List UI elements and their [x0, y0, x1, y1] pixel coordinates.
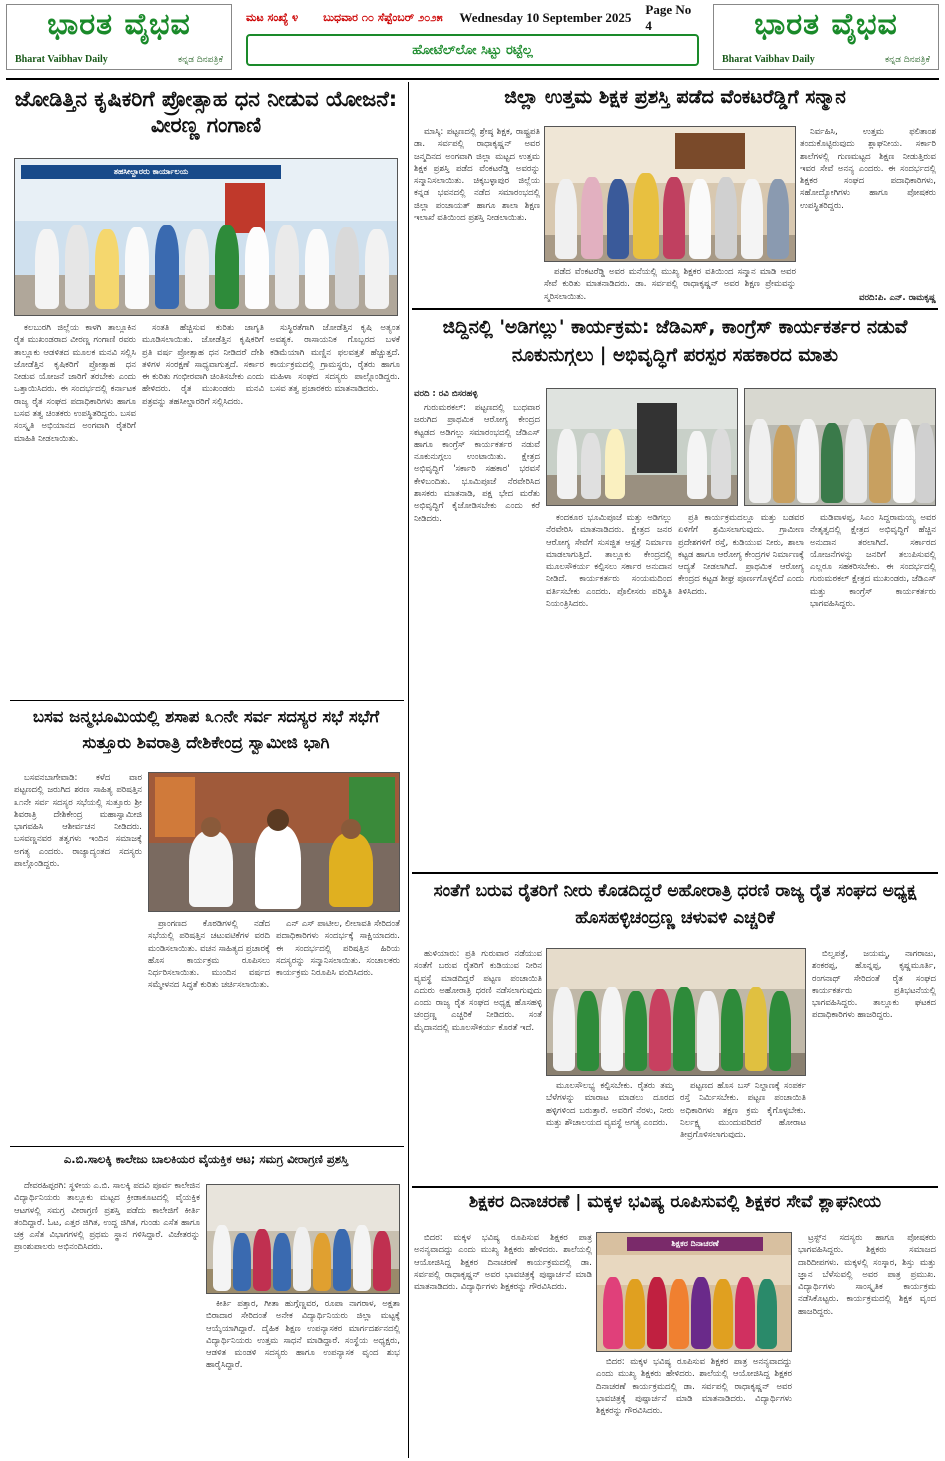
logo-title: ಭಾರತ ವೈಭವ: [754, 7, 898, 42]
photo-event-banner: ಶಿಕ್ಷಕರ ದಿನಾಚರಣೆ: [627, 1237, 763, 1251]
article-5-column-1: ಹುಳಿಯಾರು: ಪ್ರತಿ ಗುರುವಾರ ನಡೆಯುವ ಸಂತೆಗೆ ಬರುವ ರೈತರಿಗೆ ಕುಡಿಯುವ ನೀರಿನ ವ್ಯವಸ್ಥೆ ಮಾಡದಿದ್ದರೆ ಪಟ್ಟಣ ಪಂಚಾಯಿತಿ ಎದುರು ಅಹೋರಾತ್ರಿ ಧರಣಿ ನಡೆಸಲಾಗುವುದು ಎಂದು ರಾಜ್ಯ ರೈತ ಸಂಘದ ಅಧ್ಯಕ್ಷ ಹೊಸಹಳ್ಳಿ ಚಂದ್ರಣ್ಣ ಎಚ್ಚರಿಕೆ ನೀಡಿದರು. ಸಂತೆ ಮೈದಾನದಲ್ಲಿ ಮೂಲಸೌಕರ್ಯ ಕೊರತೆ ಇದೆ.: [414, 949, 542, 1033]
article-7-headline: ಶಿಕ್ಷಕರ ದಿನಾಚರಣೆ | ಮಕ್ಕಳ ಭವಿಷ್ಯ ರೂಪಿಸುವಲ್ಲಿ ಶಿಕ್ಷಕರ ಸೇವೆ ಶ್ಲಾಘನೀಯ: [468, 1192, 882, 1212]
article-3-column-2: ಕಂದಕೂರ ಭೂಮಿಪೂಜೆ ಮತ್ತು ಅಡಿಗಲ್ಲು ನೆರವೇರಿಸಿ ಮಾತನಾಡಿದರು. ಕ್ಷೇತ್ರದ ಜನರ ಆರೋಗ್ಯ ಸೇವೆಗೆ ಸುಸಜ್ಜಿತ ಆಸ್ಪತ್ರೆ ನಿರ್ಮಾಣ ಮಾಡಲಾಗುತ್ತಿದೆ. ತಾಲ್ಲೂಕು ಕೇಂದ್ರದಲ್ಲಿ ಮೂಲಸೌಕರ್ಯ ಕಲ್ಪಿಸಲು ಸರ್ಕಾರ ಅನುದಾನ ನೀಡಿದೆ. ಕಾರ್ಯಕರ್ತರು ಸಂಯಮದಿಂದ ವರ್ತಿಸಬೇಕು ಎಂದರು. ಪೊಲೀಸರು ಪರಿಸ್ಥಿತಿ ನಿಯಂತ್ರಿಸಿದರು.: [546, 513, 672, 610]
article-6-column-2: ಕೀರ್ತಿ ಪತ್ತಾರ, ಗೀತಾ ಹುಗ್ಗೆಣ್ಣವರ, ರೂಪಾ ನಾಗರಾಳ, ಅಕ್ಷತಾ ಬಿರಾದಾರ ಸೇರಿದಂತೆ ಅನೇಕ ವಿದ್ಯಾರ್ಥಿನಿಯರು ಜಿಲ್ಲಾ ಮಟ್ಟಕ್ಕೆ ಆಯ್ಕೆಯಾಗಿದ್ದಾರೆ. ದೈಹಿಕ ಶಿಕ್ಷಣ ಉಪನ್ಯಾಸಕರ ಮಾರ್ಗದರ್ಶನದಲ್ಲಿ ವಿದ್ಯಾರ್ಥಿನಿಯರು ಉತ್ತಮ ಸಾಧನೆ ಮಾಡಿದ್ದಾರೆ. ಸಂಸ್ಥೆಯ ಅಧ್ಯಕ್ಷರು, ಆಡಳಿತ ಮಂಡಳಿ ಸದಸ್ಯರು ಹಾಗೂ ಉಪನ್ಯಾಸಕ ವೃಂದ ಶುಭ ಹಾರೈಸಿದ್ದಾರೆ.: [206, 1299, 400, 1371]
article-7-photo: [596, 1232, 792, 1352]
article-5-column-4: ಬಿಲ್ವಪತ್ರೆ, ಜಯಮ್ಮ, ನಾಗರಾಜು, ಶಂಕರಪ್ಪ, ಹೊನ್ನಪ್ಪ, ಕೃಷ್ಣಮೂರ್ತಿ, ರಂಗನಾಥ್ ಸೇರಿದಂತೆ ರೈತ ಸಂಘದ ಕಾರ್ಯಕರ್ತರು ಪ್ರತಿಭಟನೆಯಲ್ಲಿ ಭಾಗವಹಿಸಿದ್ದರು. ತಾಲ್ಲೂಕು ಘಟಕದ ಪದಾಧಿಕಾರಿಗಳು ಹಾಜರಿದ್ದರು.: [812, 949, 936, 1021]
article-6-headline: ಎ.ಬಿ.ಸಾಲಕ್ಕಿ ಕಾಲೇಜು ಬಾಲಕಿಯರ ವೈಯಕ್ತಿಕ ಆಟ; ಸಮಗ್ರ ವೀರಾಗ್ರಣಿ ಪ್ರಶಸ್ತಿ: [63, 1152, 349, 1166]
masthead: [6, 4, 939, 70]
top-headline-bar: ಹೋಟೆಲ್‌ಲೋ ಸಿಟ್ಟು ರಟ್ಟೆಲ್ಲ: [246, 34, 699, 66]
article-3-photo-right: [744, 388, 936, 506]
issue-date-en: Wednesday 10 September 2025: [459, 10, 632, 25]
article-3-photo-left: [546, 388, 738, 506]
article-2-photo-caption: ಪಡೆದ ವೆಂಕಟರೆಡ್ಡಿ ಅವರ ಮನೆಯಲ್ಲಿ ಮುಖ್ಯ ಶಿಕ್ಷಕರ ವತಿಯಿಂದ ಸನ್ಮಾನ ಮಾಡಿ ಅವರ ಸೇವೆ ಕುರಿತು ಮಾತನಾಡಿದರು. ಡಾ. ಸರ್ವಪಲ್ಲಿ ರಾಧಾಕೃಷ್ಣನ್ ಅವರ ಶಿಕ್ಷಣ ಪ್ರೇಮವನ್ನು ಸ್ಮರಿಸಲಾಯಿತು.: [544, 267, 796, 302]
article-2-headline: ಜಿಲ್ಲಾ ಉತ್ತಮ ಶಿಕ್ಷಕ ಪ್ರಶಸ್ತಿ ಪಡೆದ ವೆಂಕಟರೆಡ್ಡಿಗೆ ಸನ್ಮಾನ: [504, 86, 846, 108]
article-3-column-3: ಪ್ರತಿ ಕಾರ್ಯಕ್ರಮದಲ್ಲೂ ಮತ್ತು ಬಡವರ ಏಳಿಗೆಗೆ ಶ್ರಮಿಸಲಾಗುವುದು. ಗ್ರಾಮೀಣ ಪ್ರದೇಶಗಳಿಗೆ ರಸ್ತೆ, ಕುಡಿಯುವ ನೀರು, ಶಾಲಾ ಕಟ್ಟಡ ಹಾಗೂ ಆರೋಗ್ಯ ಕೇಂದ್ರಗಳ ನಿರ್ಮಾಣಕ್ಕೆ ಆದ್ಯತೆ ನೀಡಲಾಗಿದೆ. ಪ್ರಾಥಮಿಕ ಆರೋಗ್ಯ ಕೇಂದ್ರದ ಕಟ್ಟಡ ಶೀಘ್ರ ಪೂರ್ಣಗೊಳ್ಳಲಿದೆ ಎಂದು ತಿಳಿಸಿದರು.: [678, 513, 804, 597]
article-5-photo: [546, 948, 806, 1076]
logo-subtitle-kn: ಕನ್ನಡ ದಿನಪತ್ರಿಕೆ: [177, 55, 223, 65]
article-2-signoff: ವರದಿ:ಪಿ. ಎನ್. ರಾಮಕೃಷ್ಣ: [859, 293, 936, 303]
article-2-column-1: ಮಾಸ್ಕಿ: ಪಟ್ಟಣದಲ್ಲಿ ಶ್ರೇಷ್ಠ ಶಿಕ್ಷಕ, ರಾಷ್ಟ್ರಪತಿ ಡಾ. ಸರ್ವಪಲ್ಲಿ ರಾಧಾಕೃಷ್ಣನ್ ಅವರ ಜನ್ಮದಿನದ ಅಂಗವಾಗಿ ಜಿಲ್ಲಾ ಮಟ್ಟದ ಉತ್ತಮ ಶಿಕ್ಷಕ ಪ್ರಶಸ್ತಿ ಪಡೆದ ವೆಂಕಟರೆಡ್ಡಿ ಅವರನ್ನು ಸನ್ಮಾನಿಸಲಾಯಿತು. ಚಿಕ್ಕಬಳ್ಳಾಪುರ ಜಿಲ್ಲೆಯ ಕನ್ನಡ ಭವನದಲ್ಲಿ ನಡೆದ ಸಮಾರಂಭದಲ್ಲಿ ಜಿಲ್ಲಾ ಪಂಚಾಯತ್ ಹಾಗೂ ಶಾಲಾ ಶಿಕ್ಷಣ ಇಲಾಖೆ ವತಿಯಿಂದ ಪ್ರಶಸ್ತಿ ನೀಡಲಾಯಿತು.: [414, 127, 540, 224]
article-4-photo: [148, 772, 400, 912]
article-1-photo: [14, 158, 398, 316]
article-divider: [10, 700, 404, 701]
article-divider: [412, 872, 938, 874]
article-1-column-1: ಕಲಬುರಗಿ ಜಿಲ್ಲೆಯ ಕಾಳಗಿ ತಾಲ್ಲೂಕಿನ ರೈತ ಮುಖಂಡರಾದ ವೀರಣ್ಣ ಗಂಗಾಣಿ ರವರು ತಾಲ್ಲೂಕು ಆಡಳಿತದ ಮೂಲಕ ಮನವಿ ಸಲ್ಲಿಸಿ ಜೋಡೆತ್ತಿನ ಕೃಷಿಕರಿಗೆ ಪ್ರೋತ್ಸಾಹ ಧನ ನೀಡುವ ಯೋಜನೆ ಜಾರಿಗೆ ತರಬೇಕು ಎಂದು ಒತ್ತಾಯಿಸಿದರು. ಈ ಸಂದರ್ಭದಲ್ಲಿ ಕರ್ನಾಟಕ ರಾಜ್ಯ ರೈತ ಸಂಘದ ಪದಾಧಿಕಾರಿಗಳು ಹಾಗೂ ಬಸವ ತತ್ವ ಚಿಂತಕರು ಉಪಸ್ಥಿತರಿದ್ದರು. ಬಸವ ಸಂಸ್ಕೃತಿ ಅಭಿಯಾನದ ಅಂಗವಾಗಿ ರೈತರಿಗೆ ಮಾಹಿತಿ ನೀಡಲಾಯಿತು.: [14, 323, 136, 444]
article-2-photo: [544, 126, 796, 262]
logo-subtitle-en: Bharat Vaibhav Daily: [722, 54, 815, 65]
article-6-photo: [206, 1184, 400, 1294]
column-divider: [408, 82, 409, 1458]
article-1-column-2: ಸಂತತಿ ಹೆಚ್ಚಿಸುವ ಕುರಿತು ಜಾಗೃತಿ ಮೂಡಿಸಲಾಯಿತು. ಜೋಡೆತ್ತಿನ ಕೃಷಿಕರಿಗೆ ಪ್ರತಿ ವರ್ಷ ಪ್ರೋತ್ಸಾಹ ಧನ ನೀಡಿದರೆ ದೇಶಿ ತಳಿಗಳ ಸಂರಕ್ಷಣೆ ಸಾಧ್ಯವಾಗುತ್ತದೆ. ಸರ್ಕಾರ ಈ ಕುರಿತು ಗಂಭೀರವಾಗಿ ಚಿಂತಿಸಬೇಕು ಎಂದು ಹೇಳಿದರು. ರೈತ ಮುಖಂಡರು ಮನವಿ ಪತ್ರವನ್ನು ತಹಸೀಲ್ದಾರರಿಗೆ ಸಲ್ಲಿಸಿದರು.: [142, 323, 264, 407]
masthead-center: [246, 4, 699, 70]
issue-date-kn: ಬುಧವಾರ ೧೦ ಸೆಪ್ಟೆಂಬರ್ ೨೦೨೫: [323, 11, 443, 24]
article-divider: [10, 1146, 404, 1147]
article-3-column-4: ಮಡಿವಾಳಪ್ಪ, ಸಿಎಂ ಸಿದ್ದರಾಮಯ್ಯ ಅವರ ನೇತೃತ್ವದಲ್ಲಿ ಕ್ಷೇತ್ರದ ಅಭಿವೃದ್ಧಿಗೆ ಹೆಚ್ಚಿನ ಅನುದಾನ ತರಲಾಗಿದೆ. ಸರ್ಕಾರದ ಯೋಜನೆಗಳನ್ನು ಜನರಿಗೆ ತಲುಪಿಸುವಲ್ಲಿ ಎಲ್ಲರೂ ಸಹಕರಿಸಬೇಕು. ಈ ಸಂದರ್ಭದಲ್ಲಿ ಗುರುಮಠಕಲ್ ಕ್ಷೇತ್ರದ ಮುಖಂಡರು, ಜೆಡಿಎಸ್ ಮತ್ತು ಕಾಂಗ್ರೆಸ್ ಕಾರ್ಯಕರ್ತರು ಭಾಗವಹಿಸಿದ್ದರು.: [810, 513, 936, 610]
article-7-column-2: ಟ್ರಸ್ಟ್‌ನ ಸದಸ್ಯರು ಹಾಗೂ ಪೋಷಕರು ಭಾಗವಹಿಸಿದ್ದರು. ಶಿಕ್ಷಕರು ಸಮಾಜದ ದಾರಿದೀಪಗಳು. ಮಕ್ಕಳಲ್ಲಿ ಸಂಸ್ಕಾರ, ಶಿಸ್ತು ಮತ್ತು ಜ್ಞಾನ ಬೆಳೆಸುವಲ್ಲಿ ಅವರ ಪಾತ್ರ ಪ್ರಮುಖ. ವಿದ್ಯಾರ್ಥಿಗಳು ಸಾಂಸ್ಕೃತಿಕ ಕಾರ್ಯಕ್ರಮ ನಡೆಸಿಕೊಟ್ಟರು. ಕಾರ್ಯಕ್ರಮದಲ್ಲಿ ಶಿಕ್ಷಕ ವೃಂದ ಹಾಜರಿದ್ದರು.: [798, 1233, 936, 1317]
logo-title: ಭಾರತ ವೈಭವ: [47, 7, 191, 42]
article-7-column-2a: ಬಿದರ: ಮಕ್ಕಳ ಭವಿಷ್ಯ ರೂಪಿಸುವ ಶಿಕ್ಷಕರ ಪಾತ್ರ ಅನನ್ಯವಾದದ್ದು ಎಂದು ಮುಖ್ಯ ಶಿಕ್ಷಕರು ಹೇಳಿದರು. ಶಾಲೆಯಲ್ಲಿ ಆಯೋಜಿಸಿದ್ದ ಶಿಕ್ಷಕರ ದಿನಾಚರಣೆ ಕಾರ್ಯಕ್ರಮದಲ್ಲಿ ಡಾ. ಸರ್ವಪಲ್ಲಿ ರಾಧಾಕೃಷ್ಣನ್ ಅವರ ಭಾವಚಿತ್ರಕ್ಕೆ ಪುಷ್ಪಾರ್ಚನೆ ಮಾಡಿ ಮಾತನಾಡಿದರು. ವಿದ್ಯಾರ್ಥಿಗಳು ಶಿಕ್ಷಕರನ್ನು ಗೌರವಿಸಿದರು.: [596, 1357, 792, 1417]
article-4-column-1: ಬಸವನಬಾಗೇವಾಡಿ: ಕಳೆದ ವಾರ ಪಟ್ಟಣದಲ್ಲಿ ಜರುಗಿದ ಶರಣ ಸಾಹಿತ್ಯ ಪರಿಷತ್ತಿನ ೩೧ನೇ ಸರ್ವ ಸದಸ್ಯರ ಸಭೆಯಲ್ಲಿ ಸುತ್ತೂರು ಶ್ರೀ ಶಿವರಾತ್ರಿ ದೇಶಿಕೇಂದ್ರ ಮಹಾಸ್ವಾಮೀಜಿ ಭಾಗವಹಿಸಿ ಆಶೀರ್ವಚನ ನೀಡಿದರು. ಬಸವಣ್ಣನವರ ತತ್ವಗಳು ಇಂದಿನ ಸಮಾಜಕ್ಕೆ ಅಗತ್ಯ ಎಂದರು. ರಾಜ್ಯಾದ್ಯಂತದ ಸದಸ್ಯರು ಪಾಲ್ಗೊಂಡಿದ್ದರು.: [14, 773, 142, 870]
article-3-byline: ವರದಿ : ರವಿ ಬಿಸರಹಳ್ಳಿ: [414, 389, 478, 399]
article-2-column-3: ನಿರ್ವಹಿಸಿ, ಉತ್ತಮ ಫಲಿತಾಂಶ ತಂದುಕೊಟ್ಟಿರುವುದು ಶ್ಲಾಘನೀಯ. ಸರ್ಕಾರಿ ಶಾಲೆಗಳಲ್ಲಿ ಗುಣಮಟ್ಟದ ಶಿಕ್ಷಣ ನೀಡುತ್ತಿರುವ ಇವರ ಸೇವೆ ಅನನ್ಯ ಎಂದರು. ಈ ಸಂದರ್ಭದಲ್ಲಿ ಶಿಕ್ಷಕರ ಸಂಘದ ಪದಾಧಿಕಾರಿಗಳು, ಸಹೋದ್ಯೋಗಿಗಳು ಹಾಗೂ ಪೋಷಕರು ಉಪಸ್ಥಿತರಿದ್ದರು.: [800, 127, 936, 211]
masthead-logo-left: [6, 4, 232, 70]
article-divider: [412, 308, 938, 310]
masthead-rule: [6, 78, 939, 80]
logo-subtitle-kn: ಕನ್ನಡ ದಿನಪತ್ರಿಕೆ: [884, 55, 930, 65]
article-5-column-3: ಪಟ್ಟಣದ ಹೊಸ ಬಸ್ ನಿಲ್ದಾಣಕ್ಕೆ ಸಂಪರ್ಕ ರಸ್ತೆ ನಿರ್ಮಿಸಬೇಕು. ಪಟ್ಟಣ ಪಂಚಾಯಿತಿ ಅಧಿಕಾರಿಗಳು ತಕ್ಷಣ ಕ್ರಮ ಕೈಗೊಳ್ಳಬೇಕು. ನಿರ್ಲಕ್ಷ್ಯ ಮುಂದುವರಿದರೆ ಹೋರಾಟ ತೀವ್ರಗೊಳಿಸಲಾಗುವುದು.: [680, 1081, 806, 1141]
article-5-headline: ಸಂತೆಗೆ ಬರುವ ರೈತರಿಗೆ ನೀರು ಕೊಡದಿದ್ದರೆ ಅಹೋರಾತ್ರಿ ಧರಣಿ ರಾಜ್ಯ ರೈತ ಸಂಘದ ಅಧ್ಯಕ್ಷ ಹೊಸಹಳ್ಳಿಚಂದ್ರಣ್ಣ ಚಳುವಳಿ ಎಚ್ಚರಿಕೆ: [433, 881, 917, 929]
photo-signboard: ತಹಸೀಲ್ದಾರರು ಕಾರ್ಯಾಲಯ: [21, 165, 281, 179]
article-6-column-1: ದೇವರಹಿಪ್ಪರಗಿ: ಸ್ಥಳೀಯ ಎ.ಬಿ. ಸಾಲಕ್ಕಿ ಪದವಿ ಪೂರ್ವ ಕಾಲೇಜಿನ ವಿದ್ಯಾರ್ಥಿನಿಯರು ತಾಲ್ಲೂಕು ಮಟ್ಟದ ಕ್ರೀಡಾಕೂಟದಲ್ಲಿ ವೈಯಕ್ತಿಕ ಆಟಗಳಲ್ಲಿ ಸಮಗ್ರ ವೀರಾಗ್ರಣಿ ಪ್ರಶಸ್ತಿ ಪಡೆದು ಕಾಲೇಜಿಗೆ ಕೀರ್ತಿ ತಂದಿದ್ದಾರೆ. ಓಟ, ಎತ್ತರ ಜಿಗಿತ, ಉದ್ದ ಜಿಗಿತ, ಗುಂಡು ಎಸೆತ ಹಾಗೂ ಚಕ್ರ ಎಸೆತ ವಿಭಾಗಗಳಲ್ಲಿ ಪ್ರಥಮ ಸ್ಥಾನ ಗಳಿಸಿದ್ದಾರೆ. ವಿಜೇತರನ್ನು ಪ್ರಾಂಶುಪಾಲರು ಅಭಿನಂದಿಸಿದರು.: [14, 1181, 200, 1253]
article-4-headline: ಬಸವ ಜನ್ಮಭೂಮಿಯಲ್ಲಿ ಶಸಾಪ ೩೧ನೇ ಸರ್ವ ಸದಸ್ಯರ ಸಭೆ ಸಭೆಗೆ ಸುತ್ತೂರು ಶಿವರಾತ್ರಿ ದೇಶಿಕೇಂದ್ರ ಸ್ವಾಮೀಜಿ ಭಾಗಿ: [32, 707, 380, 752]
article-1-headline: ಜೋಡಿತ್ತಿನ ಕೃಷಿಕರಿಗೆ ಪ್ರೋತ್ಸಾಹ ಧನ ನೀಡುವ ಯೋಜನೆ: ವೀರಣ್ಣ ಗಂಗಾಣಿ: [14, 87, 398, 138]
masthead-logo-right: [713, 4, 939, 70]
article-7-column-1: ಬಿದರ: ಮಕ್ಕಳ ಭವಿಷ್ಯ ರೂಪಿಸುವ ಶಿಕ್ಷಕರ ಪಾತ್ರ ಅನನ್ಯವಾದದ್ದು ಎಂದು ಮುಖ್ಯ ಶಿಕ್ಷಕರು ಹೇಳಿದರು. ಶಾಲೆಯಲ್ಲಿ ಆಯೋಜಿಸಿದ್ದ ಶಿಕ್ಷಕರ ದಿನಾಚರಣೆ ಕಾರ್ಯಕ್ರಮದಲ್ಲಿ ಡಾ. ಸರ್ವಪಲ್ಲಿ ರಾಧಾಕೃಷ್ಣನ್ ಅವರ ಭಾವಚಿತ್ರಕ್ಕೆ ಪುಷ್ಪಾರ್ಚನೆ ಮಾಡಿ ಮಾತನಾಡಿದರು. ವಿದ್ಯಾರ್ಥಿಗಳು ಶಿಕ್ಷಕರನ್ನು ಗೌರವಿಸಿದರು.: [414, 1233, 592, 1293]
foundation-plaque: [637, 403, 677, 473]
issue-meta: [246, 2, 699, 33]
page-number: Page No 4: [645, 2, 692, 33]
issue-volume: ಮಟ ಸಂಖ್ಯೆ ೪: [246, 11, 299, 24]
article-4-column-3: ಎನ್ ಎಸ್ ಪಾಟೀಲ, ಲೀಲಾವತಿ ಸೇರಿದಂತೆ ಪದಾಧಿಕಾರಿಗಳು ಸಂದರ್ಭಕ್ಕೆ ಸಾಕ್ಷಿಯಾದರು. ಈ ಸಂದರ್ಭದಲ್ಲಿ ಪರಿಷತ್ತಿನ ಹಿರಿಯ ಸದಸ್ಯರನ್ನು ಸನ್ಮಾನಿಸಲಾಯಿತು. ಸಂಚಾಲಕರು ಕಾರ್ಯಕ್ರಮ ನಿರೂಪಿಸಿ ವಂದಿಸಿದರು.: [276, 919, 400, 979]
article-divider: [412, 1186, 938, 1188]
logo-subtitle-en: Bharat Vaibhav Daily: [15, 54, 108, 65]
article-4-column-2: ಪ್ರಾಂಗಣದ ಕೊಠಡಿಗಳಲ್ಲಿ ನಡೆದ ಸಭೆಯಲ್ಲಿ ಪರಿಷತ್ತಿನ ಚಟುವಟಿಕೆಗಳ ವರದಿ ಮಂಡಿಸಲಾಯಿತು. ವಚನ ಸಾಹಿತ್ಯದ ಪ್ರಚಾರಕ್ಕೆ ಹೊಸ ಕಾರ್ಯಕ್ರಮ ರೂಪಿಸಲು ನಿರ್ಧರಿಸಲಾಯಿತು. ಮುಂದಿನ ವರ್ಷದ ಸಮ್ಮೇಳನದ ಸಿದ್ಧತೆ ಕುರಿತು ಚರ್ಚಿಸಲಾಯಿತು.: [148, 919, 270, 991]
article-3-headline: ಜಿದ್ದಿನಲ್ಲಿ 'ಅಡಿಗಲ್ಲು' ಕಾರ್ಯಕ್ರಮ: ಜೆಡಿಎಸ್, ಕಾಂಗ್ರೆಸ್ ಕಾರ್ಯಕರ್ತರ ನಡುವೆ ನೂಕುನುಗ್ಗಲು | ಅಭಿವೃದ್ಧಿಗೆ ಪರಸ್ಪರ ಸಹಕಾರದ ಮಾತು: [442, 317, 908, 366]
article-1-column-3: ಸುಸ್ಥಿರತೆಗಾಗಿ ಜೋಡೆತ್ತಿನ ಕೃಷಿ ಅತ್ಯಂತ ಅವಶ್ಯಕ. ರಾಸಾಯನಿಕ ಗೊಬ್ಬರದ ಬಳಕೆ ಕಡಿಮೆಯಾಗಿ ಮಣ್ಣಿನ ಫಲವತ್ತತೆ ಹೆಚ್ಚುತ್ತದೆ. ಕಾರ್ಯಕ್ರಮದಲ್ಲಿ ಗ್ರಾಮಸ್ಥರು, ರೈತರು ಹಾಗೂ ಮಹಿಳಾ ಸಂಘದ ಸದಸ್ಯರು ಪಾಲ್ಗೊಂಡಿದ್ದರು. ಬಸವ ತತ್ವ ಪ್ರಚಾರಕರು ಮಾತನಾಡಿದರು.: [270, 323, 400, 395]
article-5-column-2: ಮೂಲಸೌಲಭ್ಯ ಕಲ್ಪಿಸಬೇಕು. ರೈತರು ತಮ್ಮ ಬೆಳೆಗಳನ್ನು ಮಾರಾಟ ಮಾಡಲು ದೂರದ ಹಳ್ಳಿಗಳಿಂದ ಬರುತ್ತಾರೆ. ಅವರಿಗೆ ನೆರಳು, ನೀರು ಮತ್ತು ಶೌಚಾಲಯದ ವ್ಯವಸ್ಥೆ ಅಗತ್ಯ ಎಂದರು.: [546, 1081, 674, 1128]
article-3-column-1: ಗುರುಮಠಕಲ್: ಪಟ್ಟಣದಲ್ಲಿ ಬುಧವಾರ ಜರುಗಿದ ಪ್ರಾಥಮಿಕ ಆರೋಗ್ಯ ಕೇಂದ್ರದ ಕಟ್ಟಡದ ಅಡಿಗಲ್ಲು ಸಮಾರಂಭದಲ್ಲಿ ಜೆಡಿಎಸ್ ಹಾಗೂ ಕಾಂಗ್ರೆಸ್ ಕಾರ್ಯಕರ್ತರ ನಡುವೆ ನೂಕುನುಗ್ಗಲು ಉಂಟಾಯಿತು. ಕ್ಷೇತ್ರದ ಅಭಿವೃದ್ಧಿಗೆ 'ಸರ್ಕಾರಿ ಸಹಕಾರ' ಭರವಸೆ ಕೇಳಿಬಂದಿತು. ಭೂಮಿಪೂಜೆ ನೆರವೇರಿಸಿದ ಶಾಸಕರು ಮಾತನಾಡಿ, ಪಕ್ಷ ಭೇದ ಮರೆತು ಅಭಿವೃದ್ಧಿಗೆ ಕೈಜೋಡಿಸಬೇಕು ಎಂದು ಕರೆ ನೀಡಿದರು.: [414, 403, 540, 524]
